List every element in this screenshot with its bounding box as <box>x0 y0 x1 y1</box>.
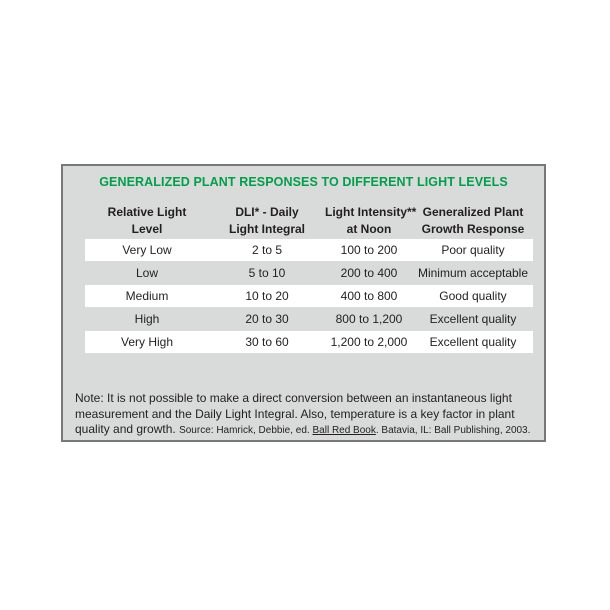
cell-intensity: 400 to 800 <box>340 289 398 303</box>
cell-level: Medium <box>125 289 169 303</box>
cell-dli: 20 to 30 <box>245 312 289 326</box>
header-growth-response <box>413 204 533 238</box>
cell-response: Poor quality <box>441 243 505 257</box>
cell-intensity: 800 to 1,200 <box>335 312 403 326</box>
cell-dli: 2 to 5 <box>251 243 283 257</box>
table-row <box>85 262 533 284</box>
footnote <box>75 391 540 439</box>
table-row <box>85 285 533 307</box>
cell-dli: 30 to 60 <box>245 335 289 349</box>
cell-intensity: 1,200 to 2,000 <box>330 335 408 349</box>
table-row <box>85 308 533 330</box>
header-line: Level <box>131 222 163 236</box>
source-citation <box>179 425 530 436</box>
cell-dli: 10 to 20 <box>245 289 289 303</box>
cell-level: Very Low <box>122 243 172 257</box>
cell-level: Low <box>135 266 158 280</box>
table-row <box>85 331 533 353</box>
source-suffix: . Batavia, IL: Ball Publishing, 2003. <box>375 425 531 436</box>
header-line: DLI* - Daily <box>235 205 299 219</box>
header-line: Generalized Plant <box>422 205 524 219</box>
header-line: Light Integral <box>229 222 305 236</box>
source-book-title: Ball Red Book <box>312 425 376 436</box>
note-text: Note: It is not possible to make a direct conversion between an instantaneous light measurement and the Daily Light Integral. Also, temperature is a key factor in plant quality and growth. <box>75 391 515 436</box>
header-line: Light Intensity** <box>325 205 417 219</box>
cell-response: Excellent quality <box>429 335 517 349</box>
cell-response: Excellent quality <box>429 312 517 326</box>
header-line: Growth Response <box>421 222 525 236</box>
source-prefix: Source: Hamrick, Debbie, ed. <box>179 425 310 436</box>
cell-intensity: 200 to 400 <box>340 266 398 280</box>
header-light-intensity <box>325 204 417 238</box>
header-line: Relative Light <box>107 205 187 219</box>
table-row <box>85 239 533 261</box>
cell-intensity: 100 to 200 <box>340 243 398 257</box>
cell-level: High <box>134 312 160 326</box>
cell-response: Good quality <box>439 289 507 303</box>
light-levels-table-panel <box>61 164 546 442</box>
header-dli <box>209 204 325 238</box>
cell-level: Very High <box>120 335 174 349</box>
header-relative-light-level <box>85 204 209 238</box>
cell-dli: 5 to 10 <box>248 266 286 280</box>
cell-response: Minimum acceptable <box>417 266 529 280</box>
header-line: at Noon <box>346 222 392 236</box>
table-title: GENERALIZED PLANT RESPONSES TO DIFFERENT LIGHT LEVELS <box>99 175 508 189</box>
